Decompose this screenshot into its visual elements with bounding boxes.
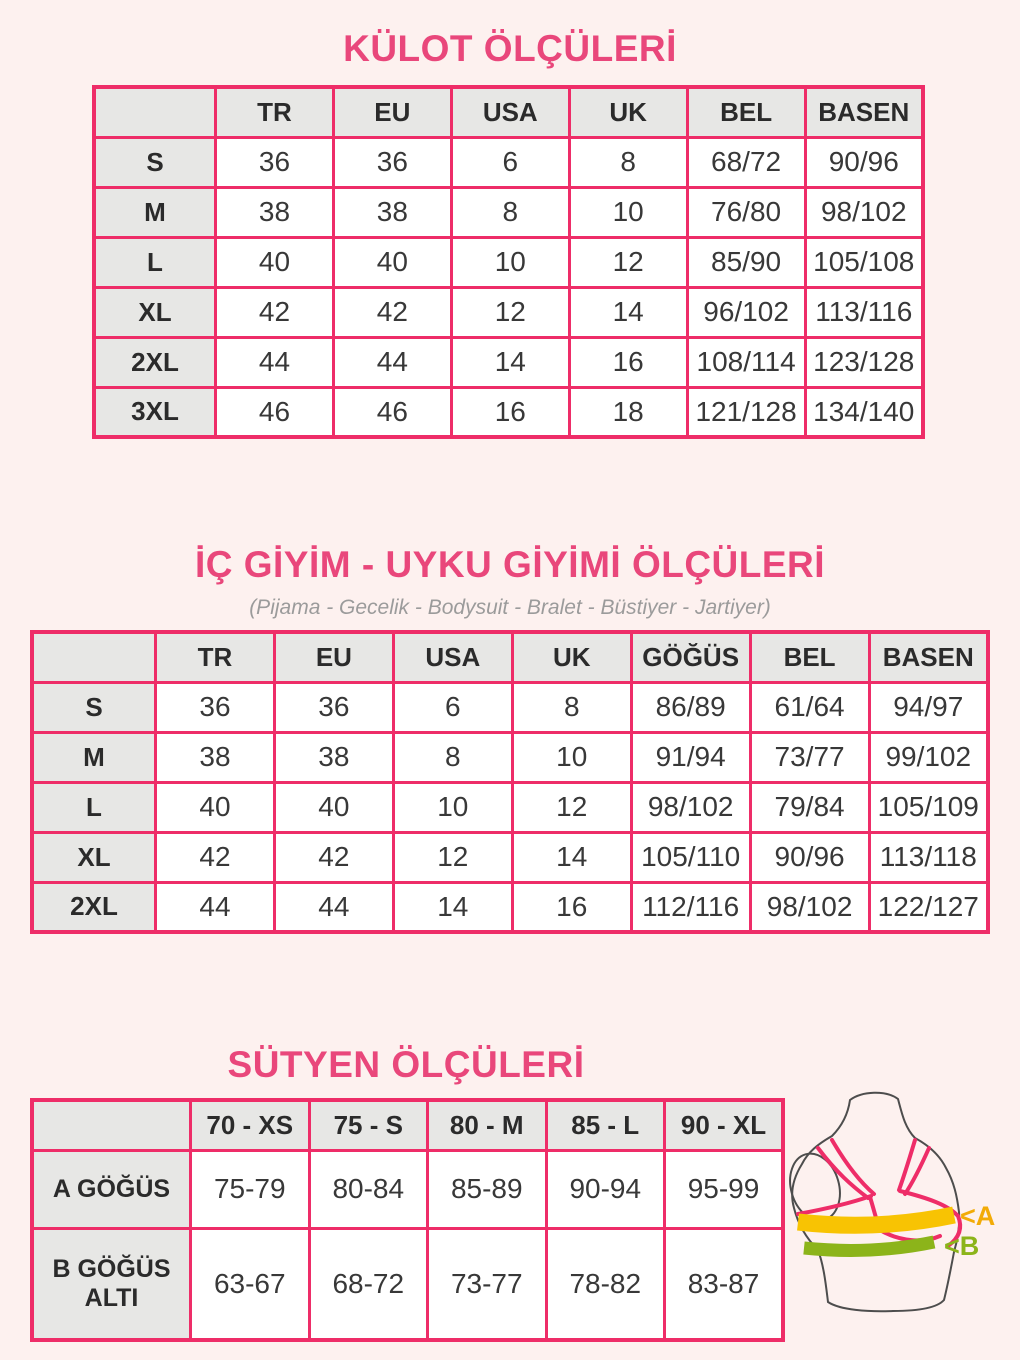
column-header: 90 - XL xyxy=(665,1100,784,1150)
size-value-cell: 85/90 xyxy=(687,237,805,287)
size-value-cell: 36 xyxy=(156,682,275,732)
table-row xyxy=(94,187,923,237)
table-row xyxy=(94,237,923,287)
size-value-cell: 134/140 xyxy=(805,387,923,437)
size-value-cell: 16 xyxy=(451,387,569,437)
column-header: 75 - S xyxy=(309,1100,428,1150)
icgiyim-section-subtitle: (Pijama - Gecelik - Bodysuit - Bralet - Büstiyer - Jartiyer) xyxy=(249,596,771,619)
column-header: 85 - L xyxy=(546,1100,665,1150)
column-header: TR xyxy=(216,87,334,137)
table-row xyxy=(32,732,988,782)
column-header: USA xyxy=(393,632,512,682)
size-value-cell: 14 xyxy=(393,882,512,932)
kulot-size-table xyxy=(92,85,925,439)
band-a-label: <A xyxy=(960,1201,996,1231)
column-header: BEL xyxy=(750,632,869,682)
column-header: TR xyxy=(156,632,275,682)
sutyen-section-title: SÜTYEN ÖLÇÜLERİ xyxy=(227,1044,585,1085)
row-label: M xyxy=(32,732,156,782)
size-value-cell: 10 xyxy=(393,782,512,832)
size-value-cell: 12 xyxy=(451,287,569,337)
size-value-cell: 42 xyxy=(333,287,451,337)
row-label: 3XL xyxy=(94,387,216,437)
icgiyim-section-title: İÇ GİYİM - UYKU GİYİMİ ÖLÇÜLERİ xyxy=(194,544,826,585)
size-value-cell: 68-72 xyxy=(309,1228,428,1340)
size-value-cell: 38 xyxy=(216,187,334,237)
size-value-cell: 96/102 xyxy=(687,287,805,337)
size-value-cell: 40 xyxy=(274,782,393,832)
size-value-cell: 105/108 xyxy=(805,237,923,287)
underbust-band-b xyxy=(804,1242,934,1250)
size-value-cell: 8 xyxy=(569,137,687,187)
size-value-cell: 12 xyxy=(393,832,512,882)
size-value-cell: 121/128 xyxy=(687,387,805,437)
row-label: XL xyxy=(32,832,156,882)
size-value-cell: 36 xyxy=(333,137,451,187)
size-value-cell: 46 xyxy=(216,387,334,437)
column-header: GÖĞÜS xyxy=(631,632,750,682)
size-value-cell: 44 xyxy=(216,337,334,387)
size-value-cell: 75-79 xyxy=(191,1150,310,1228)
size-value-cell: 18 xyxy=(569,387,687,437)
row-label: S xyxy=(94,137,216,187)
size-value-cell: 40 xyxy=(216,237,334,287)
size-value-cell: 68/72 xyxy=(687,137,805,187)
size-value-cell: 14 xyxy=(451,337,569,387)
corner-cell xyxy=(94,87,216,137)
row-label: 2XL xyxy=(32,882,156,932)
column-header: BASEN xyxy=(805,87,923,137)
size-value-cell: 78-82 xyxy=(546,1228,665,1340)
table-row xyxy=(94,387,923,437)
size-value-cell: 90/96 xyxy=(805,137,923,187)
size-value-cell: 16 xyxy=(512,882,631,932)
column-header: USA xyxy=(451,87,569,137)
bra-measurement-diagram xyxy=(788,1090,1006,1358)
table-row xyxy=(32,1150,783,1228)
size-value-cell: 86/89 xyxy=(631,682,750,732)
sutyen-size-table xyxy=(30,1098,785,1342)
size-value-cell: 94/97 xyxy=(869,682,988,732)
size-value-cell: 95-99 xyxy=(665,1150,784,1228)
size-value-cell: 42 xyxy=(216,287,334,337)
corner-cell xyxy=(32,632,156,682)
size-value-cell: 85-89 xyxy=(428,1150,547,1228)
size-value-cell: 91/94 xyxy=(631,732,750,782)
size-value-cell: 80-84 xyxy=(309,1150,428,1228)
size-value-cell: 44 xyxy=(156,882,275,932)
size-value-cell: 108/114 xyxy=(687,337,805,387)
table-row xyxy=(94,137,923,187)
band-b-label: <B xyxy=(944,1231,980,1261)
size-value-cell: 8 xyxy=(393,732,512,782)
size-value-cell: 99/102 xyxy=(869,732,988,782)
table-row xyxy=(32,1228,783,1340)
size-value-cell: 6 xyxy=(393,682,512,732)
table-row xyxy=(32,782,988,832)
corner-cell xyxy=(32,1100,191,1150)
header-row xyxy=(32,1100,783,1150)
column-header: UK xyxy=(512,632,631,682)
size-value-cell: 10 xyxy=(512,732,631,782)
size-value-cell: 98/102 xyxy=(805,187,923,237)
size-value-cell: 76/80 xyxy=(687,187,805,237)
header-row xyxy=(32,632,988,682)
size-value-cell: 90/96 xyxy=(750,832,869,882)
size-value-cell: 8 xyxy=(451,187,569,237)
size-value-cell: 79/84 xyxy=(750,782,869,832)
column-header: UK xyxy=(569,87,687,137)
column-header: 80 - M xyxy=(428,1100,547,1150)
table-row xyxy=(32,882,988,932)
size-value-cell: 113/118 xyxy=(869,832,988,882)
size-value-cell: 12 xyxy=(569,237,687,287)
kulot-section-title: KÜLOT ÖLÇÜLERİ xyxy=(343,28,677,69)
row-label: L xyxy=(32,782,156,832)
icgiyim-size-table xyxy=(30,630,990,934)
size-value-cell: 8 xyxy=(512,682,631,732)
size-value-cell: 12 xyxy=(512,782,631,832)
size-value-cell: 42 xyxy=(274,832,393,882)
size-value-cell: 61/64 xyxy=(750,682,869,732)
size-value-cell: 38 xyxy=(333,187,451,237)
size-value-cell: 40 xyxy=(156,782,275,832)
header-row xyxy=(94,87,923,137)
size-value-cell: 6 xyxy=(451,137,569,187)
size-value-cell: 63-67 xyxy=(191,1228,310,1340)
size-value-cell: 16 xyxy=(569,337,687,387)
size-value-cell: 14 xyxy=(512,832,631,882)
row-label: L xyxy=(94,237,216,287)
table-row xyxy=(94,287,923,337)
column-header: BEL xyxy=(687,87,805,137)
size-value-cell: 83-87 xyxy=(665,1228,784,1340)
size-value-cell: 36 xyxy=(216,137,334,187)
size-value-cell: 10 xyxy=(569,187,687,237)
size-value-cell: 44 xyxy=(333,337,451,387)
table-row xyxy=(94,337,923,387)
size-value-cell: 36 xyxy=(274,682,393,732)
row-label: XL xyxy=(94,287,216,337)
size-value-cell: 38 xyxy=(156,732,275,782)
row-label: 2XL xyxy=(94,337,216,387)
size-value-cell: 113/116 xyxy=(805,287,923,337)
size-value-cell: 46 xyxy=(333,387,451,437)
column-header: EU xyxy=(274,632,393,682)
size-value-cell: 123/128 xyxy=(805,337,923,387)
size-value-cell: 38 xyxy=(274,732,393,782)
bust-band-a xyxy=(798,1215,954,1225)
row-label: A GÖĞÜS xyxy=(32,1150,191,1228)
size-value-cell: 112/116 xyxy=(631,882,750,932)
column-header: EU xyxy=(333,87,451,137)
size-value-cell: 40 xyxy=(333,237,451,287)
size-value-cell: 98/102 xyxy=(750,882,869,932)
size-value-cell: 14 xyxy=(569,287,687,337)
size-value-cell: 10 xyxy=(451,237,569,287)
column-header: BASEN xyxy=(869,632,988,682)
size-value-cell: 73-77 xyxy=(428,1228,547,1340)
size-value-cell: 105/110 xyxy=(631,832,750,882)
column-header: 70 - XS xyxy=(191,1100,310,1150)
table-row xyxy=(32,682,988,732)
size-value-cell: 105/109 xyxy=(869,782,988,832)
size-value-cell: 122/127 xyxy=(869,882,988,932)
size-value-cell: 90-94 xyxy=(546,1150,665,1228)
row-label: M xyxy=(94,187,216,237)
size-value-cell: 42 xyxy=(156,832,275,882)
size-value-cell: 98/102 xyxy=(631,782,750,832)
row-label: B GÖĞÜS ALTI xyxy=(32,1228,191,1340)
row-label: S xyxy=(32,682,156,732)
table-row xyxy=(32,832,988,882)
size-value-cell: 44 xyxy=(274,882,393,932)
size-value-cell: 73/77 xyxy=(750,732,869,782)
